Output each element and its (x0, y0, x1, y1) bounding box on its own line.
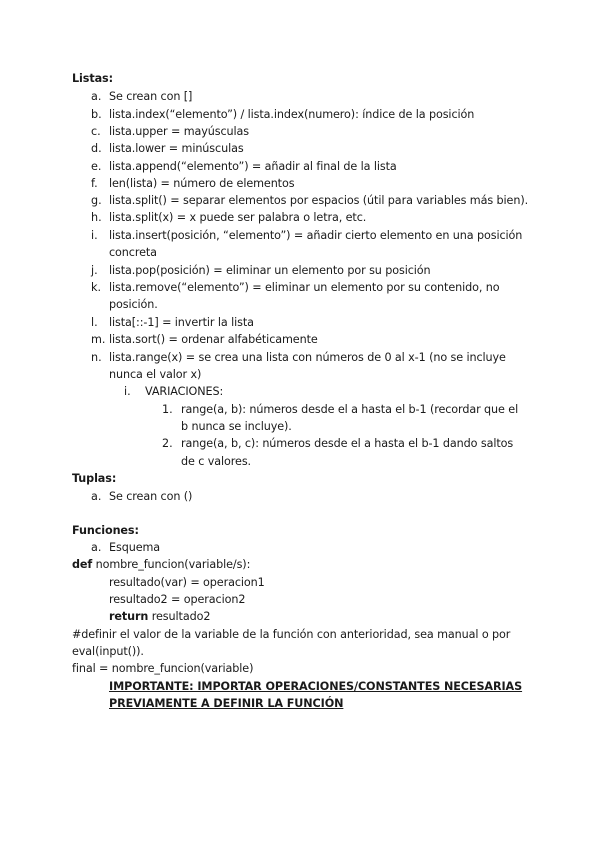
list-item-i: lista.insert(posición, “elemento”) = añadir cierto elemento en una posición (109, 229, 523, 242)
list-item-d: lista.lower = minúsculas (109, 142, 244, 155)
listas-heading: Listas: (72, 72, 113, 85)
list-item-e: lista.append(“elemento”) = añadir al final de la lista (109, 160, 397, 173)
list-marker-l: l. (91, 316, 98, 329)
tuplas-item-a: Se crean con () (109, 490, 193, 503)
list-marker-m: m. (91, 333, 106, 346)
subitem-2: range(a, b, c): números desde el a hasta el b-1 dando saltos (181, 437, 514, 450)
subitem-marker-1: 1. (162, 403, 173, 416)
list-item-j: lista.pop(posición) = eliminar un elemento por su posición (109, 264, 431, 277)
funciones-heading: Funciones: (72, 524, 139, 537)
list-marker-n: n. (91, 351, 102, 364)
sublist-label: VARIACIONES: (145, 385, 224, 398)
important-note-line-2: PREVIAMENTE A DEFINIR LA FUNCIÓN (109, 697, 344, 710)
return-keyword: return (109, 610, 149, 623)
list-item-c: lista.upper = mayúsculas (109, 125, 250, 138)
list-marker-d: d. (91, 142, 102, 155)
list-marker-e: e. (91, 160, 102, 173)
code-body-2: resultado2 = operacion2 (109, 593, 246, 606)
list-marker-h: h. (91, 211, 102, 224)
list-item-a: Se crean con [] (109, 90, 193, 103)
list-item-n-cont: nunca el valor x) (109, 368, 202, 381)
list-item-m: lista.sort() = ordenar alfabéticamente (109, 333, 318, 346)
subitem-marker-2: 2. (162, 437, 173, 450)
list-marker-b: b. (91, 108, 102, 121)
sublist-marker-i: i. (124, 385, 131, 398)
list-item-l: lista[::-1] = invertir la lista (109, 316, 254, 329)
list-item-g: lista.split() = separar elementos por espacios (útil para variables más bien). (109, 194, 529, 207)
funciones-item-a: Esquema (109, 541, 161, 554)
list-item-i-cont: concreta (109, 246, 157, 259)
list-marker-a: a. (91, 90, 102, 103)
list-marker-i: i. (91, 229, 98, 242)
code-final: final = nombre_funcion(variable) (72, 662, 254, 675)
code-def-line (72, 558, 250, 572)
subitem-1: range(a, b): números desde el a hasta el b-1 (recordar que el (181, 403, 519, 416)
subitem-1-cont: b nunca se incluye). (181, 420, 292, 433)
code-return-line (109, 610, 210, 624)
code-comment-2: eval(input()). (72, 645, 144, 658)
list-marker-c: c. (91, 125, 101, 138)
code-comment-1: #definir el valor de la variable de la función con anterioridad, sea manual o por (72, 628, 511, 641)
subitem-2-cont: de c valores. (181, 455, 251, 468)
tuplas-marker-a: a. (91, 490, 102, 503)
def-keyword: def (72, 558, 93, 571)
list-marker-g: g. (91, 194, 102, 207)
return-value: resultado2 (148, 610, 211, 623)
list-marker-f: f. (91, 177, 98, 190)
important-note-line-1: IMPORTANTE: IMPORTAR OPERACIONES/CONSTANTES NECESARIAS (109, 680, 523, 693)
list-marker-j: j. (91, 264, 98, 277)
code-body-1: resultado(var) = operacion1 (109, 576, 265, 589)
tuplas-heading: Tuplas: (72, 472, 117, 485)
list-item-k-cont: posición. (109, 298, 158, 311)
funciones-marker-a: a. (91, 541, 102, 554)
list-item-f: len(lista) = número de elementos (109, 177, 295, 190)
list-item-h: lista.split(x) = x puede ser palabra o letra, etc. (109, 211, 367, 224)
list-marker-k: k. (91, 281, 102, 294)
list-item-b: lista.index(“elemento”) / lista.index(numero): índice de la posición (109, 108, 475, 121)
def-signature: nombre_funcion(variable/s): (92, 558, 251, 571)
list-item-n: lista.range(x) = se crea una lista con números de 0 al x-1 (no se incluye (109, 351, 506, 364)
list-item-k: lista.remove(“elemento”) = eliminar un elemento por su contenido, no (109, 281, 500, 294)
